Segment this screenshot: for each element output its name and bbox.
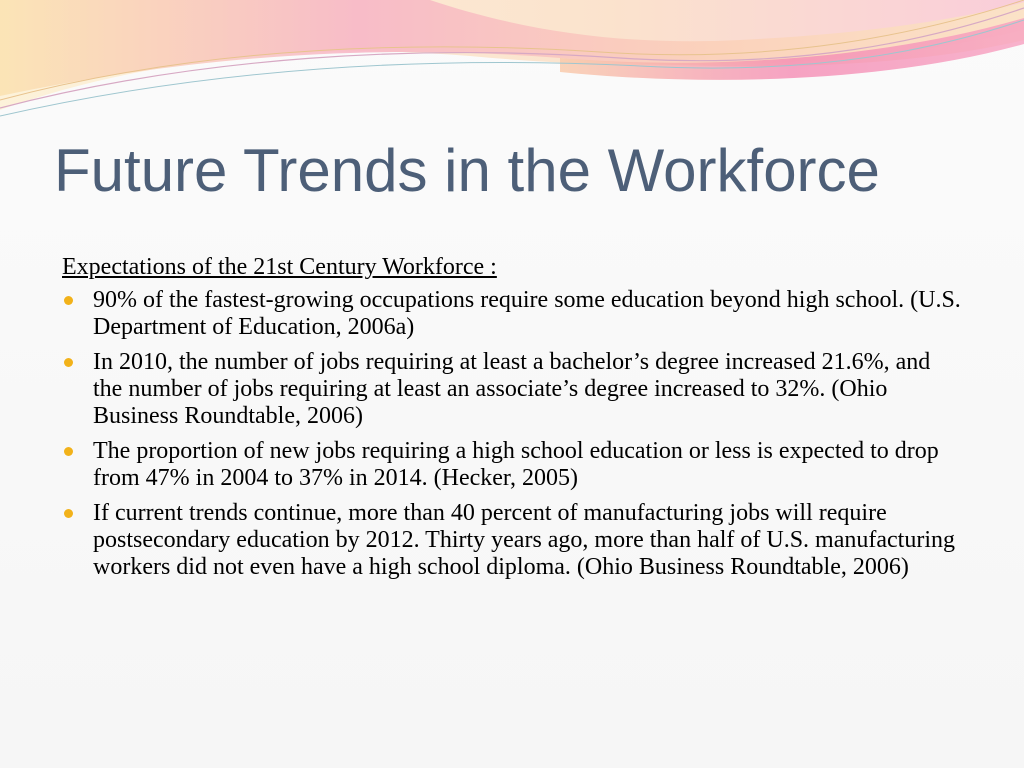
- list-item: [62, 500, 962, 581]
- slide-title: Future Trends in the Workforce: [54, 137, 880, 204]
- body-subheading: Expectations of the 21st Century Workforce :: [62, 254, 497, 280]
- bullet-text: If current trends continue, more than 40 percent of manufacturing jobs will require postsecondary education by 2012. Thirty years ago, more than half of U.S. manufacturing workers did not even have a high school diploma. (Ohio Business Roundtable, 2006): [93, 500, 955, 580]
- list-item: [62, 349, 962, 430]
- bullet-dot-icon: [64, 509, 73, 518]
- bullet-text: The proportion of new jobs requiring a high school education or less is expected to drop from 47% in 2004 to 37% in 2014. (Hecker, 2005): [93, 438, 939, 491]
- bullet-text: 90% of the fastest-growing occupations require some education beyond high school. (U.S. Department of Education, 2006a): [93, 287, 961, 340]
- list-item: [62, 287, 962, 341]
- bullet-dot-icon: [64, 358, 73, 367]
- bullet-dot-icon: [64, 296, 73, 305]
- decorative-ribbon-banner: [0, 0, 1024, 140]
- list-item: [62, 438, 962, 492]
- slide-body: [62, 254, 962, 589]
- bullet-list: [62, 287, 962, 581]
- bullet-dot-icon: [64, 447, 73, 456]
- bullet-text: In 2010, the number of jobs requiring at least a bachelor’s degree increased 21.6%, and the number of jobs requiring at least an associate’s degree increased to 32%. (Ohio Business Roundtable, 2006): [93, 349, 931, 429]
